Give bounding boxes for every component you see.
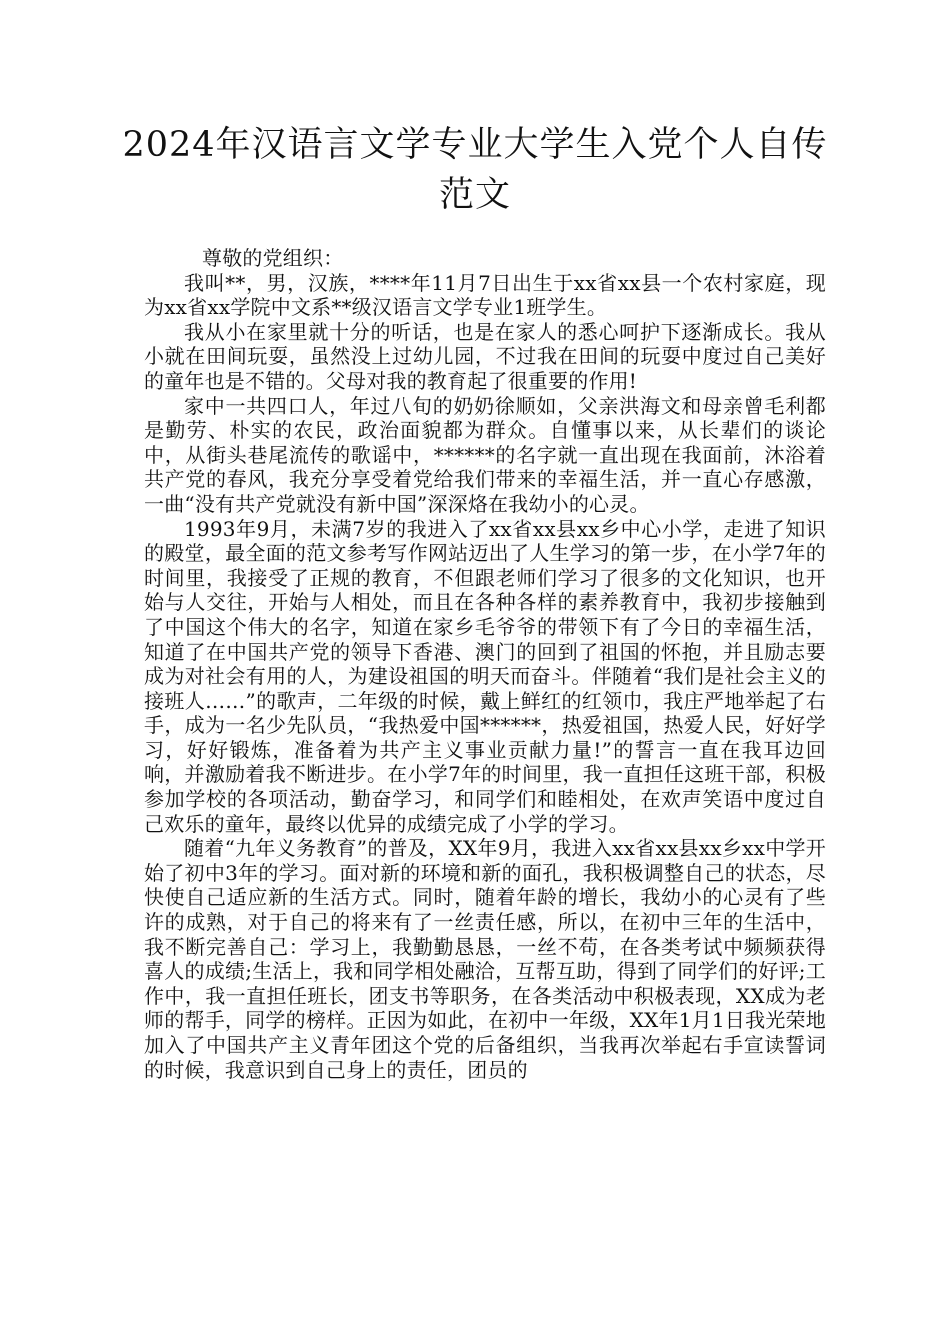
paragraph-middle-school: 随着“九年义务教育”的普及，XX年9月，我进入xx省xx县xx乡xx中学开始了初中3年的学习。面对新的环境和新的面孔，我积极调整自己的状态，尽快使自己适应新的生活方式。同时，随着年龄的增长，我幼小的心灵有了些许的成熟，对于自己的将来有了一丝责任感，所以，在初中三年的生活中，我不断完善自己：学习上，我勤勤恳恳，一丝不苟，在各类考试中频频获得喜人的成绩;生活上，我和同学相处融洽，互帮互助，得到了同学们的好评;工作中，我一直担任班长，团支书等职务，在各类活动中积极表现，XX成为老师的帮手，同学的榜样。正因为如此，在初中一年级，XX年1月1日我光荣地加入了中国共产主义青年团这个党的后备组织，当我再次举起右手宣读誓词的时候，我意识到自己身上的责任，团员的 — [144, 836, 826, 1082]
salutation: 尊敬的党组织： — [202, 246, 344, 270]
paragraph-childhood: 我从小在家里就十分的听话，也是在家人的悉心呵护下逐渐成长。我从小就在田间玩耍，虽然没上过幼儿园，不过我在田间的玩耍中度过自己美好的童年也是不错的。父母对我的教育起了很重要的作用! — [144, 319, 826, 393]
document-title: 2024年汉语言文学专业大学生入党个人自传范文 — [122, 125, 828, 215]
paragraph-intro: 我叫**，男，汉族，****年11月7日出生于xx省xx县一个农村家庭，现为xx省xx学院中文系**级汉语言文学专业1班学生。 — [144, 270, 826, 320]
document-body — [144, 246, 826, 1082]
paragraph-family: 家中一共四口人，年过八旬的奶奶徐顺如，父亲洪海文和母亲曾毛利都是勤劳、朴实的农民，政治面貌都为群众。自懂事以来，从长辈们的谈论中，从街头巷尾流传的歌谣中，******的名字就一直出现在我面前，沐浴着共产党的春风，我充分享受着党给我们带来的幸福生活，并一直心存感激，一曲“没有共产党就没有新中国”深深烙在我幼小的心灵。 — [144, 393, 826, 516]
paragraph-primary-school: 1993年9月，未满7岁的我进入了xx省xx县xx乡中心小学，走进了知识的殿堂，最全面的范文参考写作网站迈出了人生学习的第一步，在小学7年的时间里，我接受了正规的教育，不但跟老师们学习了很多的文化知识，也开始与人交往，开始与人相处，而且在各种各样的素养教育中，我初步接触到了中国这个伟大的名字，知道在家乡毛爷爷的带领下有了今日的幸福生活，知道了在中国共产党的领导下香港、澳门的回到了祖国的怀抱，并且励志要成为对社会有用的人，为建设祖国的明天而奋斗。伴随着“我们是社会主义的接班人……”的歌声，二年级的时候，戴上鲜红的红领巾，我庄严地举起了右手，成为一名少先队员，“我热爱中国******，热爱祖国，热爱人民，好好学习，好好锻炼，准备着为共产主义事业贡献力量!”的誓言一直在我耳边回响，并激励着我不断进步。在小学7年的时间里，我一直担任这班干部，积极参加学校的各项活动，勤奋学习，和同学们和睦相处，在欢声笑语中度过自己欢乐的童年，最终以优异的成绩完成了小学的学习。 — [144, 516, 826, 836]
